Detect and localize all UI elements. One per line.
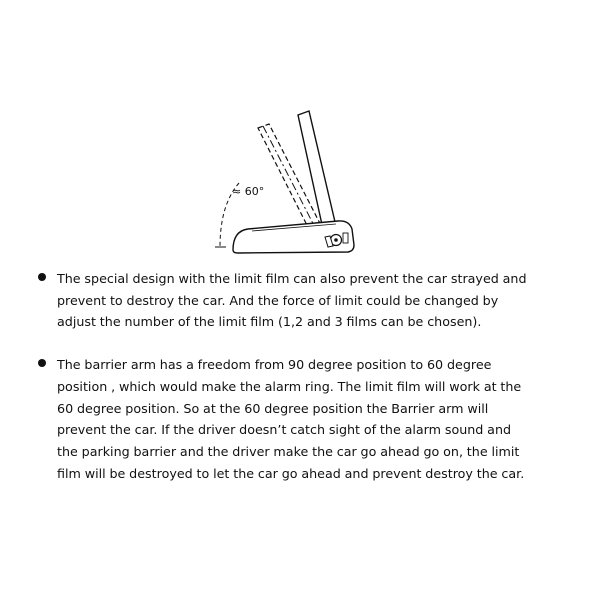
bullet-text: The special design with the limit film can also prevent the car strayed and prevent to destroy the car. And the force of limit could be changed by adjust the number of the limit film (1,2 and 3 films can be chosen). bbox=[57, 271, 527, 330]
barrier-arm-drawing bbox=[190, 95, 380, 265]
side-latch bbox=[343, 233, 348, 243]
bullet-list bbox=[38, 268, 568, 484]
bullet-dot-icon bbox=[38, 273, 46, 281]
angle-label: ≈ 60° bbox=[232, 185, 265, 198]
arm-pivot-center bbox=[334, 238, 338, 242]
bullet-dot-icon bbox=[38, 359, 46, 367]
bullet-item bbox=[38, 268, 568, 333]
bullet-text: The barrier arm has a freedom from 90 degree position to 60 degree position , which would make the alarm ring. The limit film will work at the 60 degree position. So at the 60 degree position the Barrier arm will prevent the car. If the driver doesn’t catch sight of the alarm sound and the parking barrier and the driver make the car go ahead go on, the limit film will be destroyed to let the car go ahead and prevent destroy the car. bbox=[57, 357, 525, 481]
bullet-item bbox=[38, 354, 568, 484]
barrier-arm-diagram bbox=[190, 95, 380, 265]
